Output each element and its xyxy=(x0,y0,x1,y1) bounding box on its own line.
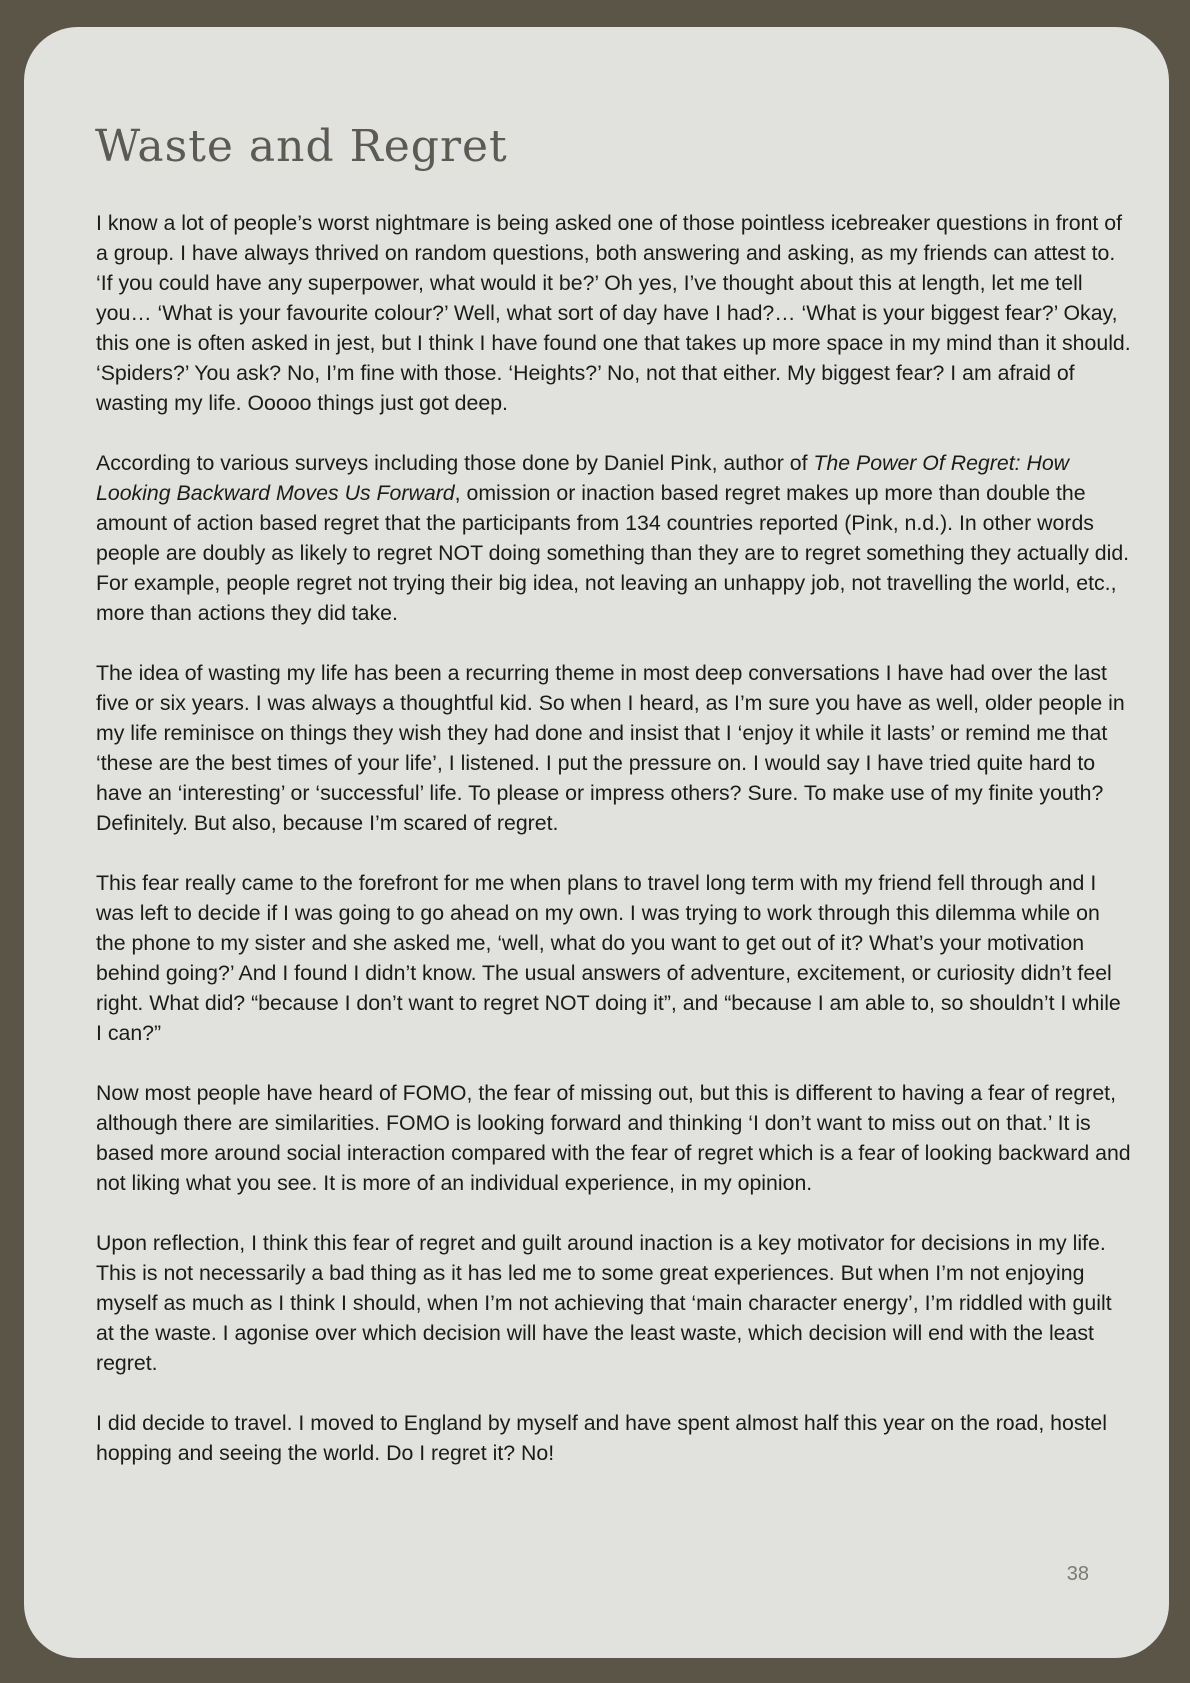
paragraph-7: I did decide to travel. I moved to England by myself and have spent almost half this year on the road, hostel hopping and seeing the world. Do I regret it? No! xyxy=(96,1411,1107,1465)
paragraph-2 xyxy=(96,448,1131,628)
article-body xyxy=(96,208,1131,1468)
paragraph-3: The idea of wasting my life has been a recurring theme in most deep conversations I have had over the last five or six years. I was always a thoughtful kid. So when I heard, as I’m sure you have as well, older people in my life reminisce on things they wish they had done and insist that I ‘enjoy it while it lasts’ or remind me that ‘these are the best times of your life’, I listened. I put the pressure on. I would say I have tried quite hard to have an ‘interesting’ or ‘successful’ life. To please or impress others? Sure. To make use of my finite youth? Definitely. But also, because I’m scared of regret. xyxy=(96,661,1125,835)
paragraph-2-intro: According to various surveys including those done by Daniel Pink, author of xyxy=(96,451,814,475)
paragraph-2-rest: , omission or inaction based regret makes up more than double the amount of action based regret that the participants from 134 countries reported (Pink, n.d.). In other words people are doubly as likely to regret NOT doing something than they are to regret something they actually did. For example, people regret not trying their big idea, not leaving an unhappy job, not travelling the world, etc., more than actions they did take. xyxy=(96,481,1130,625)
page-card xyxy=(24,27,1169,1658)
page-title: Waste and Regret xyxy=(95,121,508,172)
book-title: The Power Of Regret: How Looking Backward Moves Us Forward xyxy=(96,451,1070,505)
paragraph-6: Upon reflection, I think this fear of regret and guilt around inaction is a key motivator for decisions in my life. This is not necessarily a bad thing as it has led me to some great experiences. But when I’m not enjoying myself as much as I think I should, when I’m not achieving that ‘main character energy’, I’m riddled with guilt at the waste. I agonise over which decision will have the least waste, which decision will end with the least regret. xyxy=(96,1231,1112,1375)
paragraph-5: Now most people have heard of FOMO, the fear of missing out, but this is different to having a fear of regret, although there are similarities. FOMO is looking forward and thinking ‘I don’t want to miss out on that.’ It is based more around social interaction compared with the fear of regret which is a fear of looking backward and not liking what you see. It is more of an individual experience, in my opinion. xyxy=(96,1081,1131,1195)
paragraph-4: This fear really came to the forefront for me when plans to travel long term with my friend fell through and I was left to decide if I was going to go ahead on my own. I was trying to work through this dilemma while on the phone to my sister and she asked me, ‘well, what do you want to get out of it? What’s your motivation behind going?’ And I found I didn’t know. The usual answers of adventure, excitement, or curiosity didn’t feel right. What did? “because I don’t want to regret NOT doing it”, and “because I am able to, so shouldn’t I while I can?” xyxy=(96,871,1121,1045)
page-number: 38 xyxy=(1066,1563,1089,1585)
paragraph-1: I know a lot of people’s worst nightmare is being asked one of those pointless icebreaker questions in front of a group. I have always thrived on random questions, both answering and asking, as my friends can attest to. ‘If you could have any superpower, what would it be?’ Oh yes, I’ve thought about this at length, let me tell you… ‘What is your favourite colour?’ Well, what sort of day have I had?… ‘What is your biggest fear?’ Okay, this one is often asked in jest, but I think I have found one that takes up more space in my mind than it should. ‘Spiders?’ You ask? No, I’m fine with those. ‘Heights?’ No, not that either. My biggest fear? I am afraid of wasting my life. Ooooo things just got deep. xyxy=(96,211,1131,415)
